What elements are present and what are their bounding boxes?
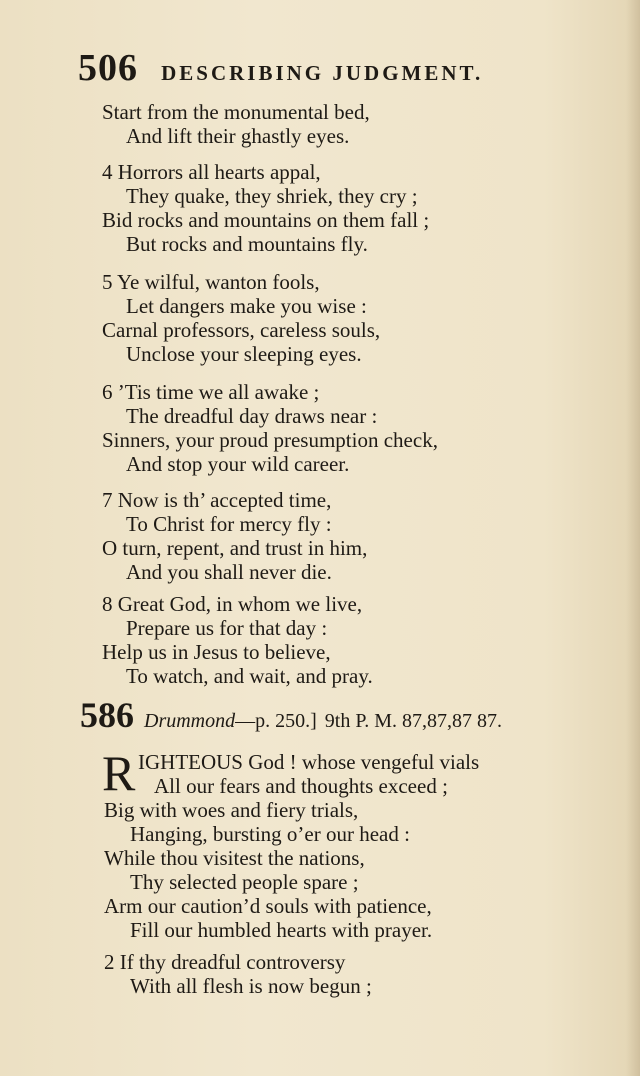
hymn-first-line: IGHTEOUS God ! whose vengeful vials — [138, 750, 480, 774]
verse-line: All our fears and thoughts exceed ; — [154, 774, 448, 798]
stanza-7-line-2: To Christ for mercy fly : — [126, 512, 332, 536]
hymn-meter: 9th P. M. 87,87,87 87. — [324, 710, 503, 732]
stanza-6-line-3: Sinners, your proud presumption check, — [102, 428, 438, 452]
stanza-4-line-3: Bid rocks and mountains on them fall ; — [102, 208, 430, 232]
stanza-6-line-4: And stop your wild career. — [126, 452, 350, 476]
verse-line: While thou visitest the nations, — [104, 846, 365, 870]
verse-line: Start from the monumental bed, — [102, 100, 370, 124]
page-edge-shadow — [626, 0, 640, 1076]
stanza-7-line-3: O turn, repent, and trust in him, — [102, 536, 368, 560]
stanza-2-line-2: With all flesh is now begun ; — [130, 974, 372, 998]
running-head: DESCRIBING JUDGMENT. — [161, 61, 484, 85]
stanza-2-line-1: 2 If thy dreadful controversy — [104, 950, 346, 974]
page-header — [78, 46, 598, 94]
stanza-8-line-2: Prepare us for that day : — [126, 616, 328, 640]
hymn-tune: Drummond — [144, 710, 236, 732]
page-number: 506 — [78, 47, 138, 89]
stanza-5-line-1: 5 Ye wilful, wanton fools, — [102, 270, 320, 294]
stanza-4-line-2: They quake, they shriek, they cry ; — [126, 184, 418, 208]
verse-line: Arm our caution’d souls with patience, — [104, 894, 432, 918]
drop-cap: R — [102, 745, 136, 801]
stanza-5-line-4: Unclose your sleeping eyes. — [126, 342, 362, 366]
stanza-8-line-1: 8 Great God, in whom we live, — [102, 592, 363, 616]
hymn-heading — [80, 694, 502, 736]
stanza-5-line-2: Let dangers make you wise : — [126, 294, 367, 318]
hymn-number: 586 — [80, 695, 134, 735]
verse-line: Big with woes and fiery trials, — [104, 798, 359, 822]
stanza-5-line-3: Carnal professors, careless souls, — [102, 318, 381, 342]
stanza-6-line-2: The dreadful day draws near : — [126, 404, 378, 428]
stanza-8-line-3: Help us in Jesus to believe, — [102, 640, 331, 664]
stanza-8-line-4: To watch, and wait, and pray. — [126, 664, 373, 688]
hymn-page-ref: —p. 250.] — [235, 710, 317, 732]
stanza-4-line-4: But rocks and mountains fly. — [126, 232, 368, 256]
stanza-7-line-1: 7 Now is th’ accepted time, — [102, 488, 332, 512]
stanza-4-line-1: 4 Horrors all hearts appal, — [102, 160, 321, 184]
verse-line: Fill our humbled hearts with prayer. — [130, 918, 433, 942]
verse-line: And lift their ghastly eyes. — [126, 124, 350, 148]
verse-line: Hanging, bursting o’er our head : — [130, 822, 410, 846]
stanza-6-line-1: 6 ’Tis time we all awake ; — [102, 380, 320, 404]
verse-line: Thy selected people spare ; — [130, 870, 359, 894]
stanza-7-line-4: And you shall never die. — [126, 560, 332, 584]
